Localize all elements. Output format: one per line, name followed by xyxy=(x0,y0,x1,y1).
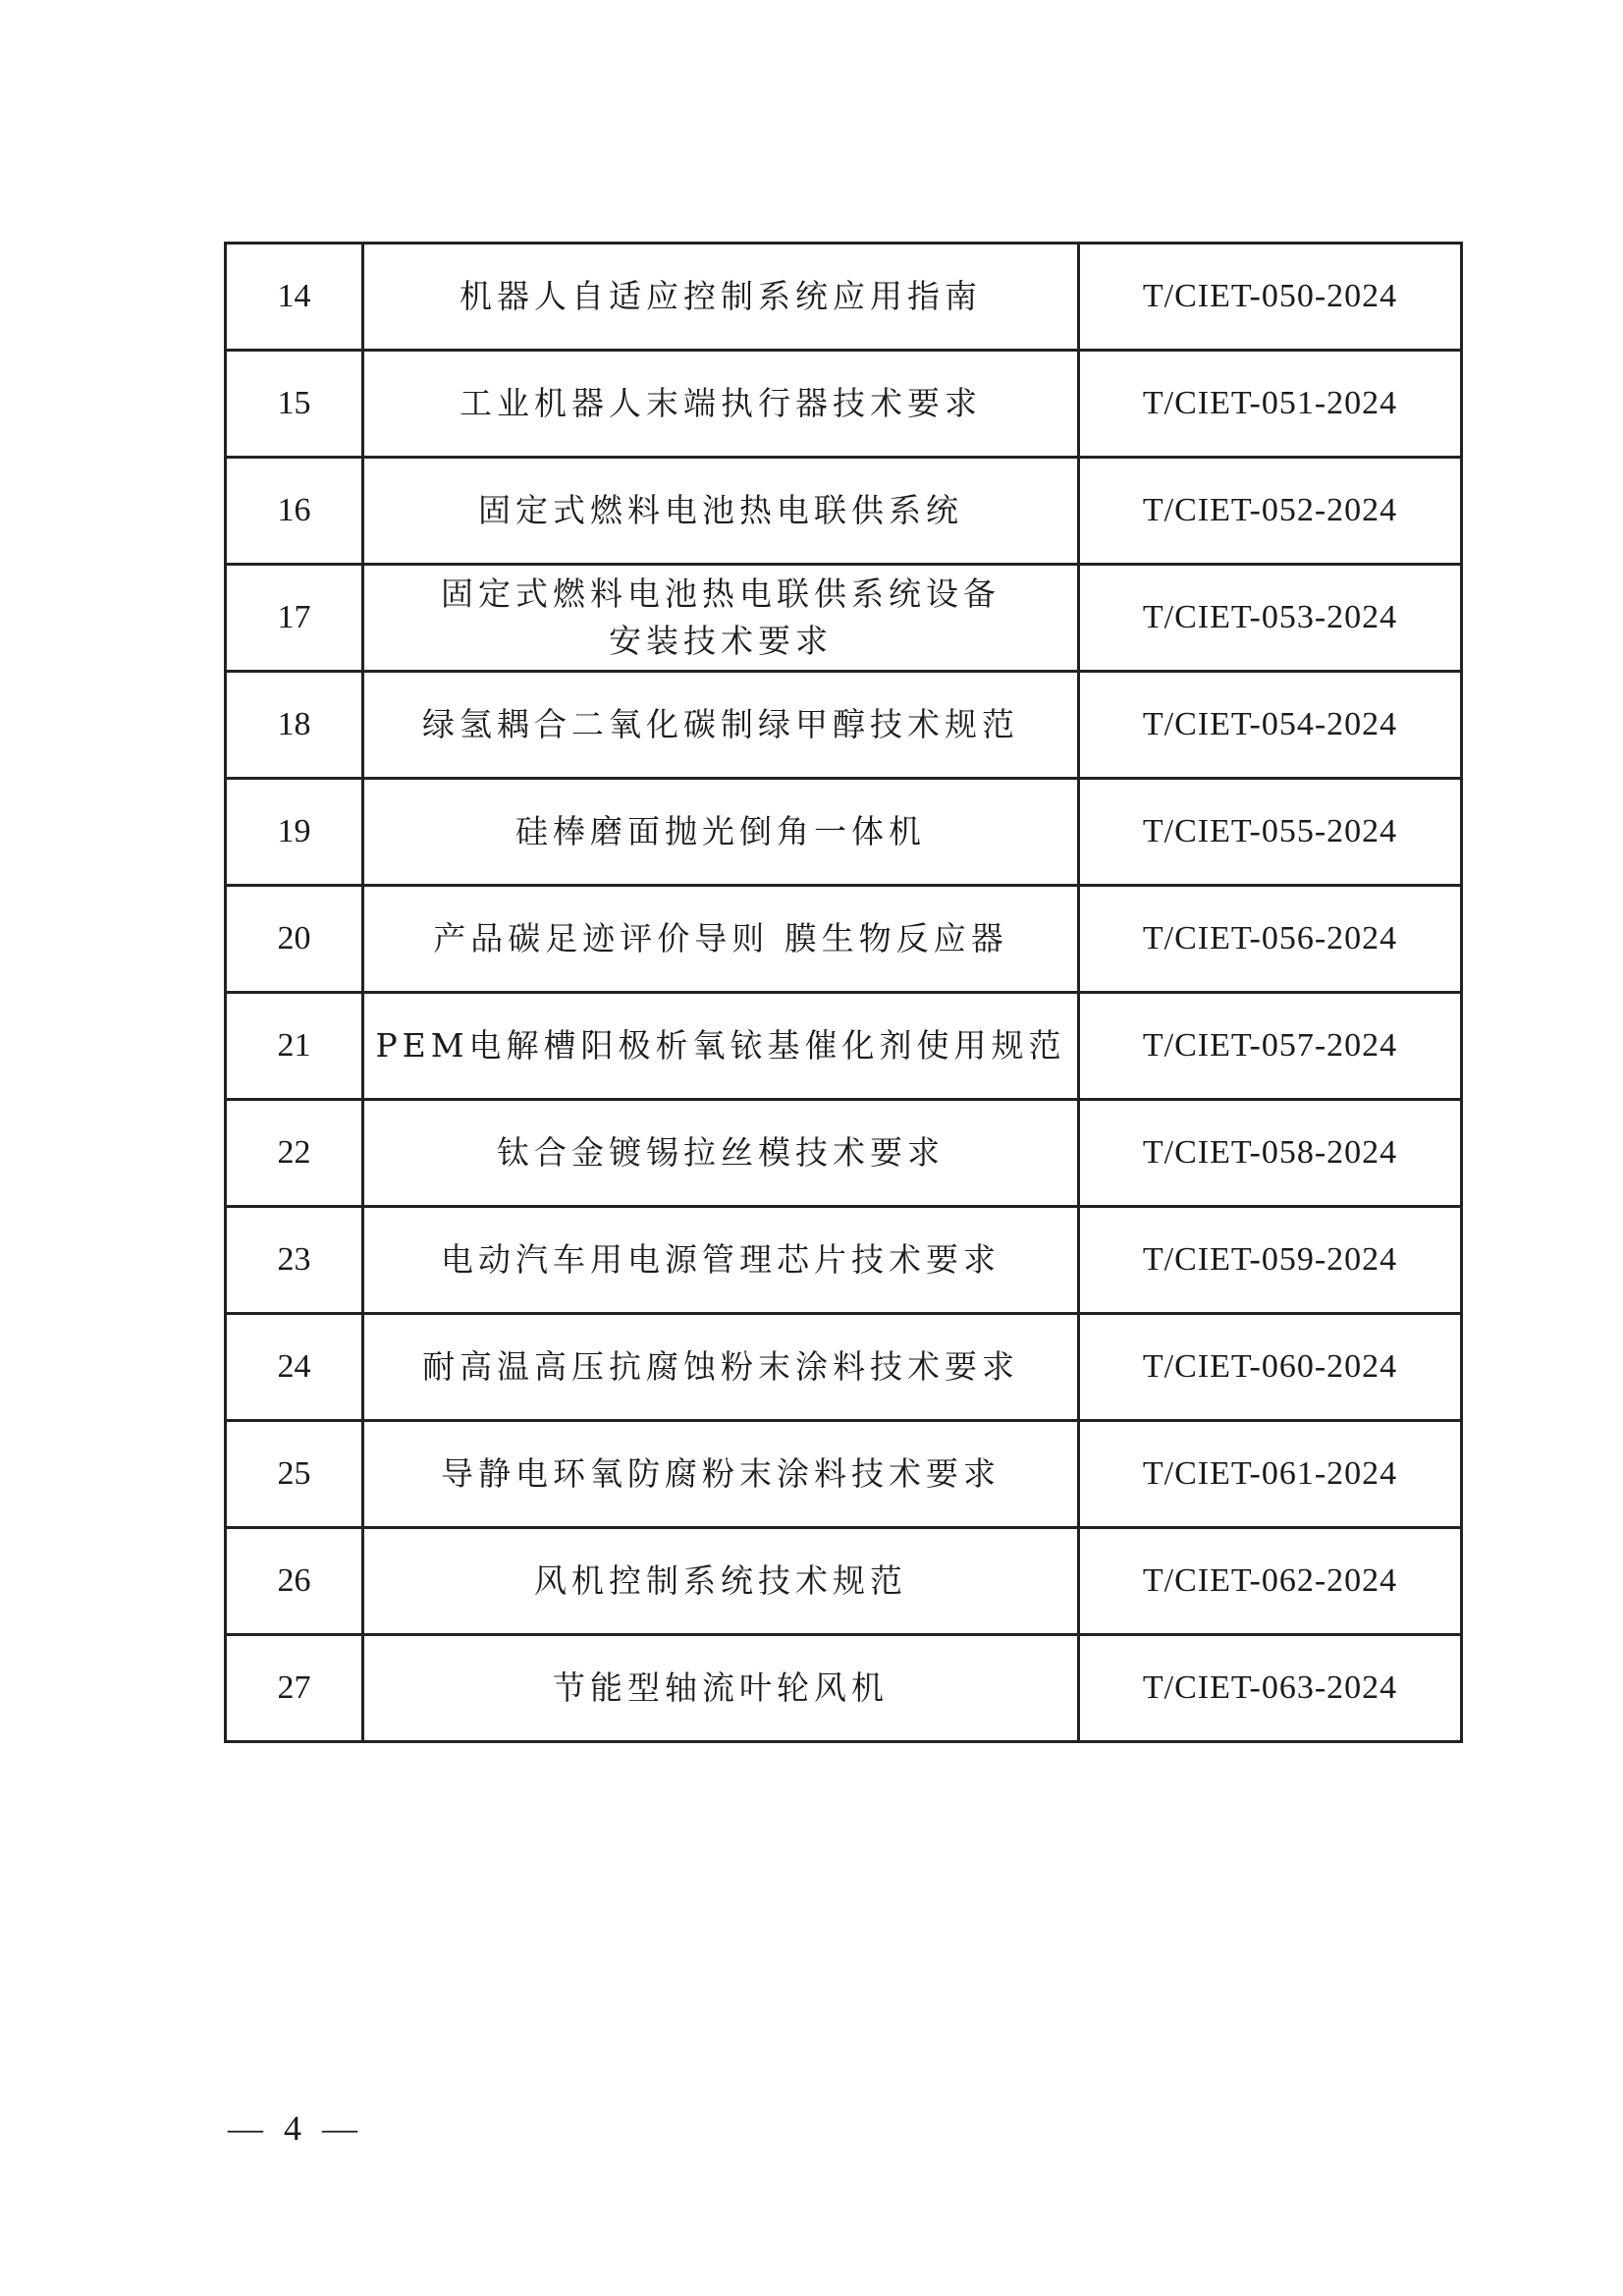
standards-table-body xyxy=(226,244,1462,1742)
row-number: 23 xyxy=(226,1207,363,1314)
row-number: 22 xyxy=(226,1100,363,1207)
page-number: — 4 — xyxy=(228,2108,363,2148)
standard-name: 导静电环氧防腐粉末涂料技术要求 xyxy=(441,1454,1001,1493)
table-row xyxy=(226,244,1462,351)
table-row xyxy=(226,1207,1462,1314)
standard-code: T/CIET-051-2024 xyxy=(1079,351,1462,458)
standard-name: PEM电解槽阳极析氧铱基催化剂使用规范 xyxy=(375,1026,1066,1065)
standard-code: T/CIET-057-2024 xyxy=(1079,993,1462,1100)
standard-name-cell xyxy=(363,779,1079,886)
standard-name: 电动汽车用电源管理芯片技术要求 xyxy=(441,1240,1001,1279)
table-row xyxy=(226,565,1462,672)
table-row xyxy=(226,1528,1462,1635)
standard-code: T/CIET-063-2024 xyxy=(1079,1635,1462,1742)
row-number: 16 xyxy=(226,458,363,565)
standard-name: 风机控制系统技术规范 xyxy=(534,1561,907,1600)
standard-name: 固定式燃料电池热电联供系统设备 xyxy=(441,574,1001,613)
row-number: 18 xyxy=(226,672,363,779)
standard-name-cell xyxy=(363,1207,1079,1314)
row-number: 24 xyxy=(226,1314,363,1421)
table-row xyxy=(226,993,1462,1100)
table-row xyxy=(226,1421,1462,1528)
standard-name-cell xyxy=(363,1421,1079,1528)
table-row xyxy=(226,886,1462,993)
standard-name-cell xyxy=(363,1635,1079,1742)
standard-name: 安装技术要求 xyxy=(609,622,833,660)
standard-name: 节能型轴流叶轮风机 xyxy=(553,1668,889,1707)
standards-table xyxy=(224,242,1463,1743)
standard-name: 工业机器人末端执行器技术要求 xyxy=(460,384,982,422)
standard-name: 耐高温高压抗腐蚀粉末涂料技术要求 xyxy=(422,1347,1019,1386)
standard-name: 机器人自适应控制系统应用指南 xyxy=(460,277,982,315)
standard-code: T/CIET-053-2024 xyxy=(1079,565,1462,672)
standard-name: 产品碳足迹评价导则 膜生物反应器 xyxy=(433,919,1008,957)
standard-name-cell xyxy=(363,458,1079,565)
standard-name-cell xyxy=(363,1314,1079,1421)
standard-code: T/CIET-052-2024 xyxy=(1079,458,1462,565)
standard-name: 固定式燃料电池热电联供系统 xyxy=(478,491,963,529)
standard-name: 钛合金镀锡拉丝模技术要求 xyxy=(497,1133,945,1172)
standard-code: T/CIET-061-2024 xyxy=(1079,1421,1462,1528)
table-row xyxy=(226,351,1462,458)
row-number: 14 xyxy=(226,244,363,351)
standard-name-cell xyxy=(363,244,1079,351)
row-number: 25 xyxy=(226,1421,363,1528)
table-row xyxy=(226,779,1462,886)
row-number: 19 xyxy=(226,779,363,886)
standard-name: 硅棒磨面抛光倒角一体机 xyxy=(515,812,926,850)
standard-code: T/CIET-058-2024 xyxy=(1079,1100,1462,1207)
standard-name-cell xyxy=(363,672,1079,779)
table-row xyxy=(226,1100,1462,1207)
standard-name-cell xyxy=(363,1100,1079,1207)
standard-code: T/CIET-059-2024 xyxy=(1079,1207,1462,1314)
standard-code: T/CIET-054-2024 xyxy=(1079,672,1462,779)
row-number: 15 xyxy=(226,351,363,458)
standard-name: 绿氢耦合二氧化碳制绿甲醇技术规范 xyxy=(422,705,1019,743)
row-number: 20 xyxy=(226,886,363,993)
standard-name-cell xyxy=(363,351,1079,458)
standard-code: T/CIET-056-2024 xyxy=(1079,886,1462,993)
standard-name-cell xyxy=(363,993,1079,1100)
table-row xyxy=(226,672,1462,779)
standard-code: T/CIET-062-2024 xyxy=(1079,1528,1462,1635)
standard-code: T/CIET-060-2024 xyxy=(1079,1314,1462,1421)
table-row xyxy=(226,458,1462,565)
row-number: 27 xyxy=(226,1635,363,1742)
standard-name-cell xyxy=(363,1528,1079,1635)
standard-code: T/CIET-050-2024 xyxy=(1079,244,1462,351)
table-row xyxy=(226,1635,1462,1742)
row-number: 17 xyxy=(226,565,363,672)
standard-code: T/CIET-055-2024 xyxy=(1079,779,1462,886)
row-number: 21 xyxy=(226,993,363,1100)
table-row xyxy=(226,1314,1462,1421)
standard-name-cell xyxy=(363,565,1079,672)
row-number: 26 xyxy=(226,1528,363,1635)
standard-name-cell xyxy=(363,886,1079,993)
